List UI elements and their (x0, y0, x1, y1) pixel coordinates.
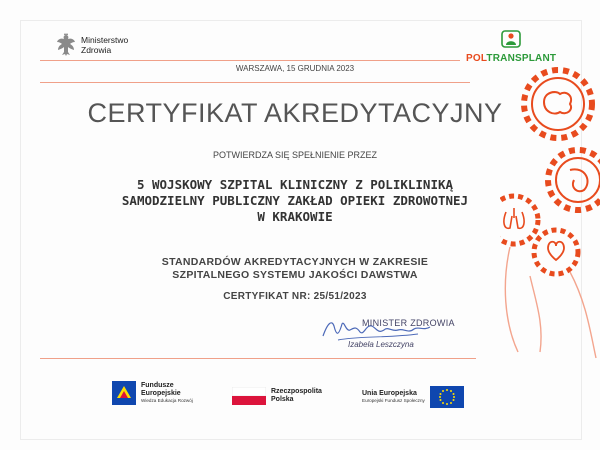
minister-name: Izabela Leszczyna (348, 340, 414, 349)
poland-title-1: Rzeczpospolita (271, 388, 322, 395)
gears-illustration (500, 62, 600, 362)
hospital-line-3: W KRAKOWIE (257, 209, 333, 224)
ministry-of-health-logo (55, 32, 128, 58)
confirmation-text: POTWIERDZA SIĘ SPEŁNIENIE PRZEZ (212, 150, 378, 160)
certificate-title: CERTYFIKAT AKREDYTACYJNY (87, 98, 503, 128)
standards-line-2: SZPITALNEGO SYSTEMU JAKOŚCI DAWSTWA (172, 269, 418, 281)
eu-flag-icon (430, 386, 464, 408)
european-funds-logo (112, 381, 193, 405)
european-funds-title-1: Fundusze (141, 382, 174, 389)
european-funds-icon (112, 381, 136, 405)
date-rule (40, 82, 470, 83)
poland-flag-icon (232, 387, 266, 405)
gear-heart-icon (534, 230, 578, 274)
hospital-line-1: 5 WOJSKOWY SZPITAL KLINICZNY Z POLIKLINIKĄ (136, 177, 454, 192)
european-funds-title-2: Europejskie (141, 390, 181, 397)
poland-logo (232, 387, 322, 405)
poltransplant-transplant: TRANSPLANT (486, 53, 557, 64)
certificate-number: CERTYFIKAT NR: 25/51/2023 (223, 291, 367, 302)
gear-stomach-icon (548, 150, 600, 210)
eu-subtitle: Europejski Fundusz Społeczny (362, 398, 425, 403)
eu-logo (362, 386, 464, 408)
poltransplant-pol: POL (466, 53, 487, 64)
poland-title-2: Polska (271, 396, 294, 403)
hospital-line-2: SAMODZIELNY PUBLICZNY ZAKŁAD OPIEKI ZDROWOTNEJ (121, 193, 469, 208)
footer-rule (40, 358, 476, 359)
ministry-logo-line-2: Zdrowia (81, 45, 112, 55)
eu-title: Unia Europejska (362, 390, 417, 397)
european-funds-subtitle: Wiedza Edukacja Rozwój (141, 398, 193, 403)
minister-title: MINISTER ZDROWIA (362, 318, 455, 328)
eagle-emblem-icon (55, 32, 77, 58)
gear-brain-icon (524, 70, 592, 138)
standards-line-1: STANDARDÓW AKREDYTACYJNYCH W ZAKRESIE (161, 256, 429, 268)
issue-date: WARSZAWA, 15 GRUDNIA 2023 (235, 64, 355, 73)
gear-lungs-icon (500, 196, 538, 244)
header-rule (40, 60, 460, 61)
certificate-border (20, 20, 582, 440)
poltransplant-logo (466, 30, 556, 64)
ministry-logo-line-1: Ministerstwo (81, 35, 129, 45)
poltransplant-icon (501, 30, 521, 48)
body-outline-illustration (505, 247, 596, 358)
